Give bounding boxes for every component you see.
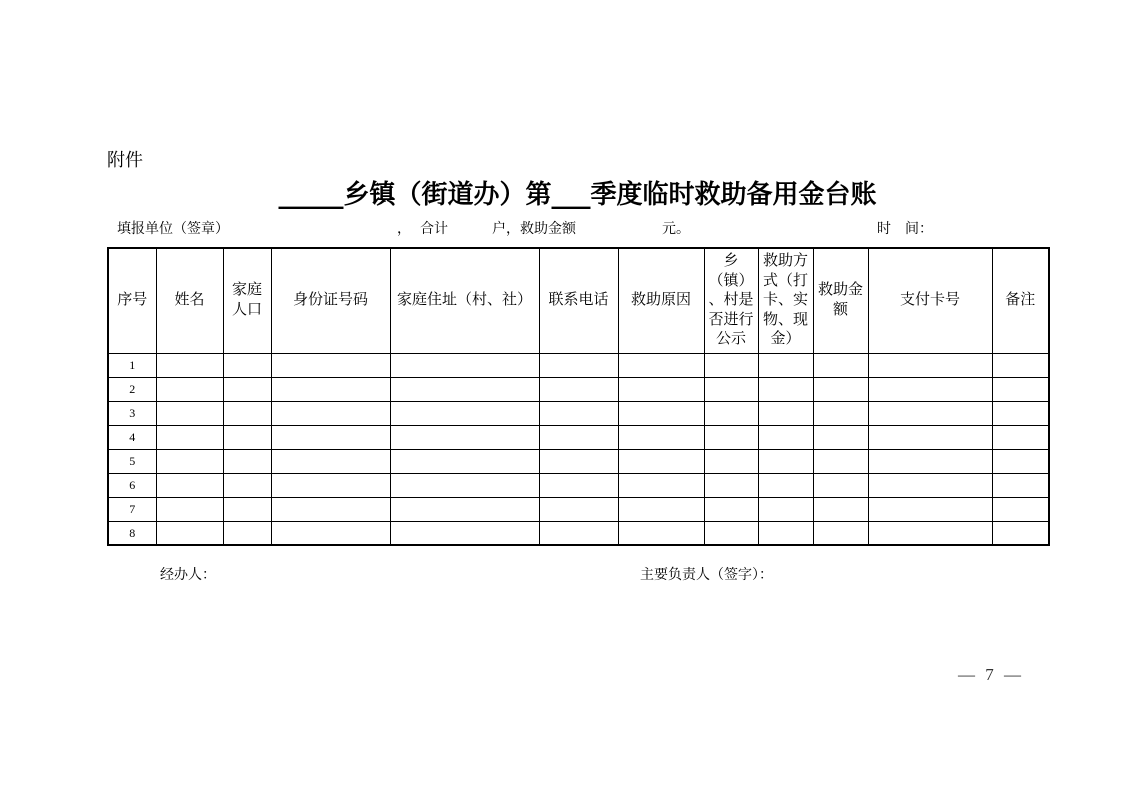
header-aid-amount: 救助金 额	[813, 248, 868, 353]
header-card-number: 支付卡号	[868, 248, 992, 353]
header-id-number: 身份证号码	[271, 248, 390, 353]
table-cell	[992, 401, 1049, 425]
row-number-cell: 4	[108, 425, 156, 449]
table-cell	[704, 473, 758, 497]
table-cell	[271, 521, 390, 545]
table-cell	[271, 449, 390, 473]
title-text-township: 乡镇（街道办）第	[343, 180, 552, 210]
row-number-cell: 8	[108, 521, 156, 545]
header-home-address: 家庭住址（村、社）	[390, 248, 539, 353]
table-row	[108, 497, 1049, 521]
table-row	[108, 377, 1049, 401]
title-text-ledger: 季度临时救助备用金台账	[590, 180, 877, 210]
handler-label: 经办人：	[160, 568, 216, 583]
table-cell	[271, 353, 390, 377]
title-blank-quarter: ___	[551, 180, 591, 210]
table-cell	[813, 449, 868, 473]
table-row	[108, 425, 1049, 449]
table-cell	[223, 521, 271, 545]
ledger-title	[107, 180, 1048, 210]
table-cell	[992, 521, 1049, 545]
table-row	[108, 353, 1049, 377]
table-cell	[813, 473, 868, 497]
row-number-cell: 1	[108, 353, 156, 377]
table-cell	[758, 425, 813, 449]
table-cell	[758, 521, 813, 545]
table-cell	[813, 521, 868, 545]
table-cell	[271, 401, 390, 425]
page-number: — 7 —	[958, 665, 1021, 684]
table-cell	[868, 425, 992, 449]
table-cell	[390, 377, 539, 401]
table-cell	[758, 353, 813, 377]
table-cell	[223, 497, 271, 521]
table-cell	[618, 377, 704, 401]
header-aid-reason: 救助原因	[618, 248, 704, 353]
table-cell	[390, 449, 539, 473]
table-cell	[758, 401, 813, 425]
table-cell	[618, 521, 704, 545]
table-cell	[539, 497, 618, 521]
info-line	[0, 222, 1122, 238]
ledger-table	[107, 247, 1050, 546]
table-cell	[758, 473, 813, 497]
reporting-unit-label: 填报单位（签章）	[117, 222, 229, 237]
row-number-cell: 5	[108, 449, 156, 473]
principal-signature-label: 主要负责人（签字）：	[640, 568, 773, 583]
title-blank-township: _____	[278, 180, 344, 210]
table-cell	[618, 425, 704, 449]
table-cell	[992, 449, 1049, 473]
header-remarks: 备注	[992, 248, 1049, 353]
table-row	[108, 521, 1049, 545]
row-number-cell: 2	[108, 377, 156, 401]
table-cell	[390, 401, 539, 425]
table-cell	[758, 497, 813, 521]
table-cell	[704, 425, 758, 449]
table-cell	[618, 401, 704, 425]
table-cell	[156, 377, 223, 401]
table-cell	[539, 449, 618, 473]
table-cell	[223, 449, 271, 473]
table-cell	[704, 401, 758, 425]
table-cell	[868, 449, 992, 473]
table-cell	[156, 497, 223, 521]
table-cell	[271, 473, 390, 497]
table-cell	[758, 377, 813, 401]
table-cell	[868, 377, 992, 401]
table-cell	[539, 377, 618, 401]
table-cell	[271, 377, 390, 401]
table-cell	[813, 497, 868, 521]
table-cell	[156, 473, 223, 497]
table-cell	[992, 497, 1049, 521]
table-cell	[704, 377, 758, 401]
header-phone: 联系电话	[539, 248, 618, 353]
table-cell	[156, 449, 223, 473]
table-cell	[390, 473, 539, 497]
table-row	[108, 449, 1049, 473]
total-label: 合计	[420, 222, 448, 237]
table-cell	[868, 401, 992, 425]
table-cell	[992, 377, 1049, 401]
households-amount-label: 户，救助金额	[492, 222, 576, 237]
table-body	[108, 353, 1049, 545]
table-cell	[813, 353, 868, 377]
table-cell	[271, 497, 390, 521]
table-cell	[271, 425, 390, 449]
table-row	[108, 473, 1049, 497]
table-cell	[390, 353, 539, 377]
table-cell	[813, 377, 868, 401]
info-comma: ，	[397, 222, 411, 237]
table-cell	[223, 425, 271, 449]
table-cell	[223, 353, 271, 377]
table-cell	[539, 425, 618, 449]
row-number-cell: 7	[108, 497, 156, 521]
table-header-row	[108, 248, 1049, 353]
table-cell	[704, 521, 758, 545]
table-cell	[390, 521, 539, 545]
table-cell	[868, 473, 992, 497]
table-cell	[156, 425, 223, 449]
table-cell	[992, 353, 1049, 377]
row-number-cell: 6	[108, 473, 156, 497]
table-cell	[156, 353, 223, 377]
table-cell	[390, 425, 539, 449]
table-cell	[618, 449, 704, 473]
table-cell	[223, 377, 271, 401]
table-cell	[390, 497, 539, 521]
table-cell	[223, 401, 271, 425]
table-cell	[868, 353, 992, 377]
table-cell	[704, 497, 758, 521]
table-cell	[868, 521, 992, 545]
table-cell	[618, 497, 704, 521]
attachment-label: 附件	[107, 150, 143, 171]
table-row	[108, 401, 1049, 425]
table-cell	[539, 353, 618, 377]
table-cell	[704, 449, 758, 473]
table-cell	[992, 473, 1049, 497]
yuan-label: 元。	[662, 222, 690, 237]
header-household-size: 家庭 人口	[223, 248, 271, 353]
table-cell	[223, 473, 271, 497]
time-label: 时 间：	[877, 222, 933, 237]
table-cell	[618, 353, 704, 377]
row-number-cell: 3	[108, 401, 156, 425]
table-cell	[813, 401, 868, 425]
table-cell	[618, 473, 704, 497]
table-cell	[156, 521, 223, 545]
header-serial-number: 序号	[108, 248, 156, 353]
header-aid-method: 救助方 式（打 卡、实 物、现 金）	[758, 248, 813, 353]
table-cell	[704, 353, 758, 377]
table-cell	[156, 401, 223, 425]
header-publicity: 乡 （镇） 、村是 否进行 公示	[704, 248, 758, 353]
table-cell	[539, 401, 618, 425]
table-cell	[758, 449, 813, 473]
table-cell	[813, 425, 868, 449]
table-cell	[539, 521, 618, 545]
table-cell	[539, 473, 618, 497]
table-cell	[868, 497, 992, 521]
header-name: 姓名	[156, 248, 223, 353]
table-cell	[992, 425, 1049, 449]
